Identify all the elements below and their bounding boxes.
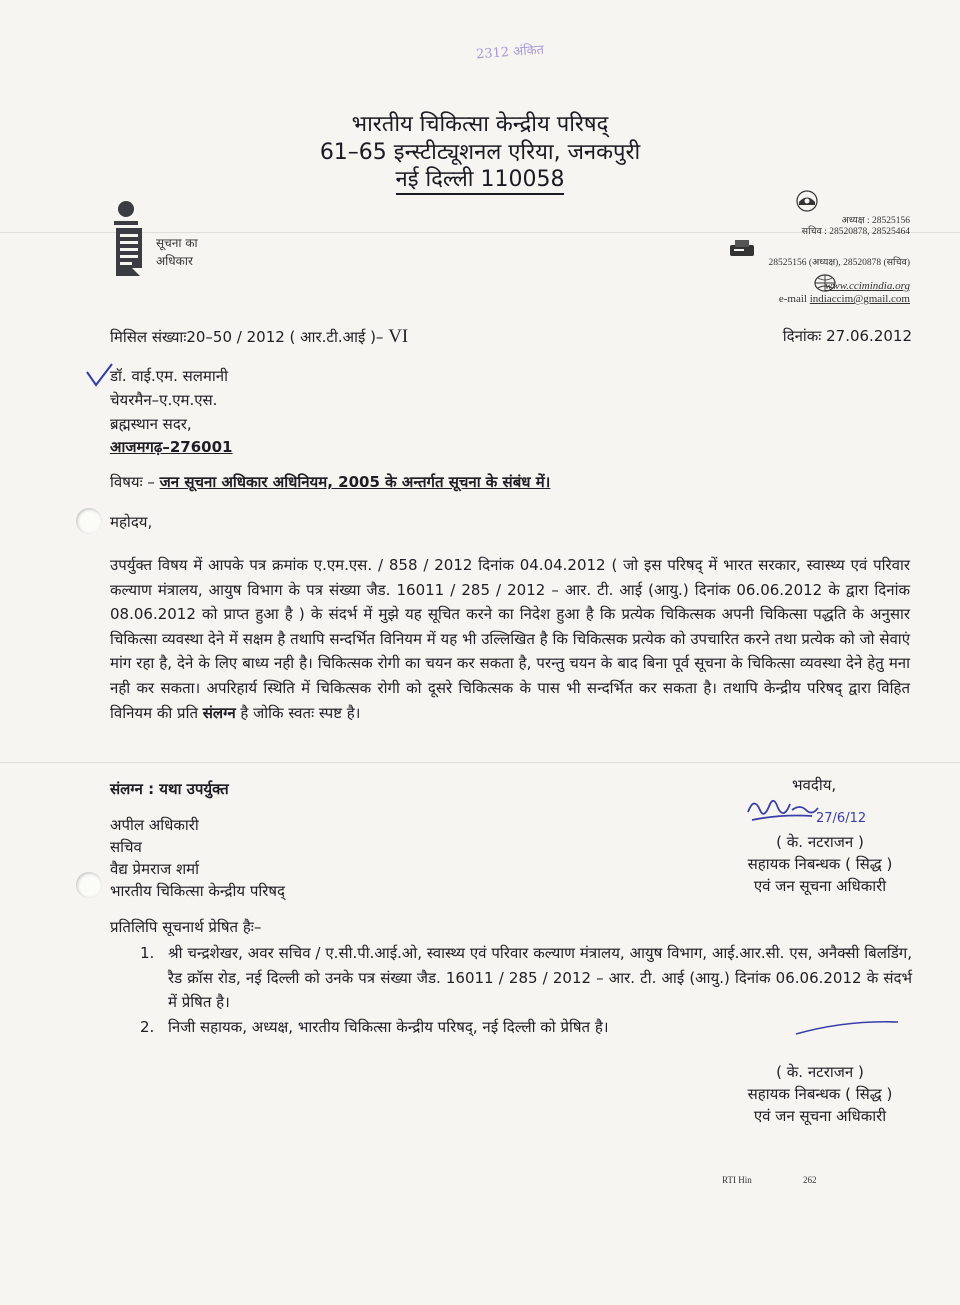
president-phone: अध्यक्ष : 28525156 bbox=[841, 216, 910, 226]
recipient-city: आजमगढ़–276001 bbox=[110, 438, 233, 456]
punch-hole bbox=[76, 508, 102, 534]
salutation: महोदय, bbox=[110, 513, 153, 531]
punch-hole bbox=[76, 872, 102, 898]
body-paragraph: उपर्युक्त विषय में आपके पत्र क्रमांक ए.एम.एस. / 858 / 2012 दिनांक 04.04.2012 ( जो इस परिषद् में भारत सरकार, स्वास्थ्य एवं परिवार कल्याण मंत्रालय, आयुष विभाग के पत्र संख्या जैड. 16011 / 285 / 2012 – आर. टी. आई (आयु.) दिनांक 06.06.2012 के द्वारा दिनांक 08.06.2012 को प्राप्त हुआ है ) के संदर्भ में मुझे यह सूचित करने का निदेश हुआ है कि प्रत्येक चिकित्सक अपनी चिकित्सा पद्धति के अनुसार चिकित्सा व्यवस्था देने में सक्षम है तथापि सन्दर्भित विनियम में यह भी उल्लिखित है कि चिकित्सक प्रत्येक को उपचारित करने तथा प्रत्येक को जो सेवाएं मांग रहा है, देने के लिए बाध्य नही है। चिकित्सक रोगी का चयन कर सकता है, परन्तु चयन के बाद बिना पूर्व सूचना के चिकित्सा व्यवस्था देने हेतु मना नही कर सकता। अपरिहार्य स्थिति में चिकित्सक रोगी को दूसरे चिकित्सक के पास भी सन्दर्भित कर सकता है। तथापि केन्द्रीय परिषद् द्वारा विहित विनियम की प्रति संलग्न है जोकि स्वतः स्पष्ट है। bbox=[110, 556, 910, 722]
appellate-line: वैद्य प्रेमराज शर्मा bbox=[110, 860, 200, 878]
logo-caption: अधिकार bbox=[156, 254, 193, 268]
appellate-line: सचिव bbox=[110, 838, 142, 856]
file-number: मिसिल संख्याः20–50 / 2012 ( आर.टी.आई )– VI bbox=[110, 326, 409, 347]
secretary-phone: सचिव : 28520878, 28525464 bbox=[801, 227, 910, 237]
signatory-block bbox=[720, 831, 920, 897]
signature-date: 27/6/12 bbox=[816, 811, 867, 826]
appellate-line: अपील अधिकारी bbox=[110, 816, 199, 834]
footer-code: RTI Hin bbox=[722, 1175, 752, 1185]
fold-line bbox=[0, 762, 960, 763]
appellate-line: भारतीय चिकित्सा केन्द्रीय परिषद् bbox=[110, 882, 286, 900]
signatory-designation: सहायक निबन्धक ( सिद्ध ) bbox=[747, 1085, 893, 1103]
recipient-address: ब्रह्मस्थान सदर, bbox=[110, 415, 192, 433]
signatory-designation: सहायक निबन्धक ( सिद्ध ) bbox=[747, 855, 893, 873]
copy-to-label: प्रतिलिपि सूचनार्थ प्रेषित हैः– bbox=[110, 918, 262, 936]
enclosure-line: संलग्न : यथा उपर्युक्त bbox=[110, 780, 229, 798]
signatory-name: ( के. नटराजन ) bbox=[776, 833, 864, 851]
letter-date: दिनांकः 27.06.2012 bbox=[782, 327, 912, 345]
subject-text: जन सूचना अधिकार अधिनियम, 2005 के अन्तर्गत सूचना के संबंध में। bbox=[159, 473, 551, 491]
rti-logo-icon bbox=[110, 198, 150, 286]
org-name: भारतीय चिकित्सा केन्द्रीय परिषद् bbox=[351, 112, 609, 137]
signatory-role: एवं जन सूचना अधिकारी bbox=[753, 1107, 887, 1125]
website-link[interactable]: www.ccimindia.org bbox=[825, 280, 910, 292]
recipient-designation: चेयरमैन–ए.एम.एस. bbox=[110, 391, 218, 409]
phone-icon bbox=[794, 190, 820, 212]
footer-page-number: 262 bbox=[803, 1175, 817, 1185]
logo-caption: सूचना का bbox=[156, 236, 198, 250]
received-stamp: 2312 अंकित bbox=[475, 42, 545, 63]
email-line: e-mail indiaccim@gmail.com bbox=[778, 293, 910, 305]
org-address: 61–65 इन्स्टीट्यूशनल एरिया, जनकपुरी bbox=[319, 140, 641, 165]
signatory-block-repeat bbox=[720, 1061, 920, 1127]
fax-icon bbox=[728, 238, 756, 258]
closing: भवदीय, bbox=[792, 776, 837, 794]
list-item: 2. निजी सहायक, अध्यक्ष, भारतीय चिकित्सा केन्द्रीय परिषद्, नई दिल्ली को प्रेषित है। bbox=[140, 1017, 609, 1036]
email-link[interactable]: indiaccim@gmail.com bbox=[809, 293, 910, 305]
list-item: 1. श्री चन्द्रशेखर, अवर सचिव / ए.सी.पी.आई.ओ, स्वास्थ्य एवं परिवार कल्याण मंत्रालय, आयुष विभाग, आई.आर.सी. एस, अनैक्सी बिलडिंग, रैड क्रॉस रोड, नई दिल्ली को उनके पत्र संख्या जैड. 16011 / 285 / 2012 – आर. टी. आई (आयु.) दिनांक 06.06.2012 के संदर्भ में प्रेषित है। bbox=[140, 944, 912, 1011]
fax-numbers: 28525156 (अध्यक्ष), 28520878 (सचिव) bbox=[768, 258, 910, 268]
handwritten-signature bbox=[742, 792, 872, 832]
subject-line: विषयः – जन सूचना अधिकार अधिनियम, 2005 के अन्तर्गत सूचना के संबंध में। bbox=[110, 473, 551, 491]
org-city: नई दिल्ली 110058 bbox=[0, 163, 960, 193]
handwritten-signature bbox=[792, 1018, 902, 1038]
recipient-name: डॉ. वाई.एम. सलमानी bbox=[110, 367, 228, 385]
rti-logo bbox=[110, 198, 220, 288]
signatory-role: एवं जन सूचना अधिकारी bbox=[753, 877, 887, 895]
signatory-name: ( के. नटराजन ) bbox=[776, 1063, 864, 1081]
